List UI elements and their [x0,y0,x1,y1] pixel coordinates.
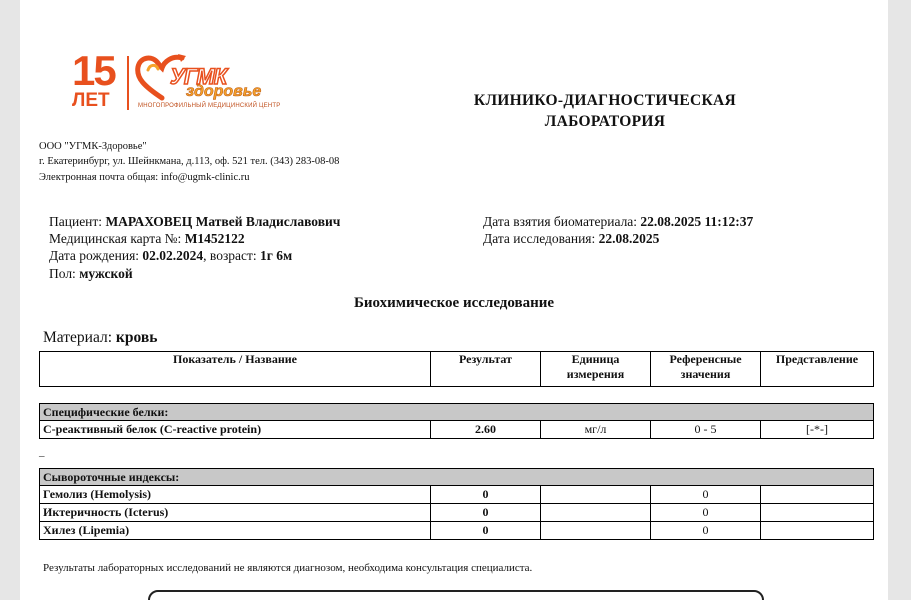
header-name: Показатель / Название [40,352,431,387]
row-representation: [-*-] [761,421,874,439]
material-line [43,329,157,347]
patient-name-line [49,213,340,230]
material-value: кровь [115,329,158,346]
table-row [40,486,874,504]
brand-sub: здоровье [186,83,262,100]
sample-date-label: Дата взятия биоматериала: [483,214,638,229]
sample-date-value: 22.08.2025 11:12:37 [640,214,754,229]
row-result: 0 [431,522,541,540]
document-page [20,0,888,600]
table-header-row [40,352,874,387]
header-reference [651,352,761,387]
row-representation [761,522,874,540]
patient-name-label: Пациент: [49,214,103,229]
logo-divider [127,56,129,110]
age-label: , возраст: [203,248,257,263]
row-unit [541,522,651,540]
row-representation [761,486,874,504]
row-result: 0 [431,504,541,522]
row-name: Гемолиз (Hemolysis) [40,486,431,504]
header-ref-line1: Референсные [669,352,742,366]
material-label: Материал: [43,329,113,346]
section-title: Специфические белки: [40,404,874,421]
disclaimer: Результаты лабораторных исследований не являются диагнозом, необходима консультация специалиста. [43,562,533,574]
lab-title-line1: КЛИНИКО-ДИАГНОСТИЧЕСКАЯ [473,92,737,109]
header-representation: Представление [761,352,874,387]
header-unit [541,352,651,387]
brand-tagline: МНОГОПРОФИЛЬНЫЙ МЕДИЦИНСКИЙ ЦЕНТР [138,103,281,109]
section-header-row [40,469,874,486]
results-header-table [39,351,874,387]
table-row [40,504,874,522]
dob-line [49,247,292,264]
row-name: С-реактивный белок (C-reactive protein) [40,421,431,439]
lab-title-line2: ЛАБОРАТОРИЯ [544,113,666,130]
sex-label: Пол: [49,266,76,281]
row-result: 2.60 [431,421,541,439]
anniversary-logo [72,47,128,112]
table-row [40,421,874,439]
table-row [40,522,874,540]
patient-name: МАРАХОВЕЦ Матвей Владиславович [105,214,341,229]
header-unit-line2: измерения [566,367,625,381]
row-unit [541,504,651,522]
brand-name: УГМК [170,64,227,89]
dob-label: Дата рождения: [49,248,140,263]
header-ref-line2: значения [680,367,731,381]
header-result: Результат [431,352,541,387]
section-title: Сывороточные индексы: [40,469,874,486]
lab-title [400,90,810,132]
row-unit [541,486,651,504]
section-serum-indices [39,468,874,540]
row-name: Иктеричность (Icterus) [40,504,431,522]
age-value: 1г 6м [260,248,293,263]
row-reference: 0 [651,522,761,540]
medical-card-number: М1452122 [184,231,245,246]
row-reference: 0 - 5 [651,421,761,439]
medical-card-label: Медицинская карта №: [49,231,182,246]
study-date-label: Дата исследования: [483,231,596,246]
row-unit: мг/л [541,421,651,439]
stamp-box [148,590,764,600]
separator-mark: _ [39,446,45,458]
row-representation [761,504,874,522]
study-date-line [483,230,659,247]
sample-date-line [483,213,753,230]
org-address: г. Екатеринбург, ул. Шейнкмана, д.113, оф. 521 тел. (343) 283-08-08 [39,156,340,167]
org-name: ООО "УГМК-Здоровье" [39,141,147,152]
row-result: 0 [431,486,541,504]
row-name: Хилез (Lipemia) [40,522,431,540]
header-unit-line1: Единица [571,352,620,366]
anniversary-word: ЛЕТ [72,90,110,111]
row-reference: 0 [651,486,761,504]
dob-value: 02.02.2024 [142,248,204,263]
sex-value: мужской [79,266,133,281]
sex-line [49,265,133,282]
section-specific-proteins [39,403,874,439]
study-date-value: 22.08.2025 [598,231,660,246]
anniversary-number: 15 [72,47,115,94]
study-title: Биохимическое исследование [353,295,555,311]
section-header-row [40,404,874,421]
brand-logo [134,52,284,112]
medical-card-line [49,230,245,247]
row-reference: 0 [651,504,761,522]
org-email: Электронная почта общая: info@ugmk-clinic.ru [39,172,250,183]
